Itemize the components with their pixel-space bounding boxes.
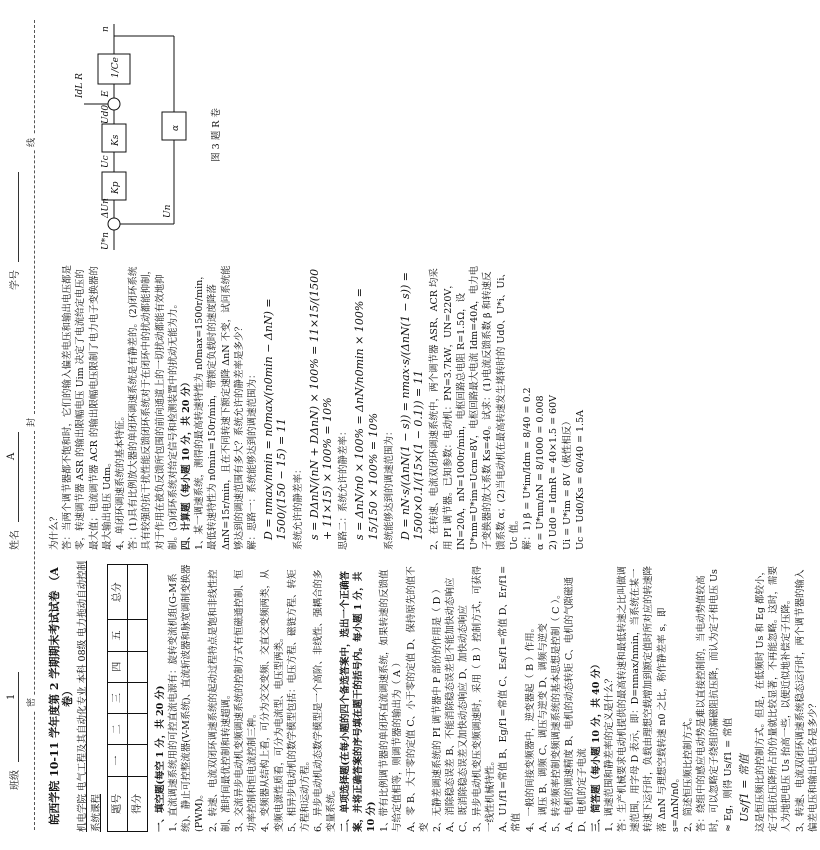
s2-item: 5、转差频率控制变频调速系统的基本思想是控制（ C ）。: [550, 589, 562, 832]
value-1: 1: [6, 693, 17, 700]
s3-item: 2、简述恒压频比控制方式。: [682, 711, 694, 832]
s1-item: 5、相异步电动机的数学模型包括：电压方程、磁链方程、转矩方程和运动方程。: [286, 569, 312, 832]
c2-a4: 答：(1)具有比例放大器的单闭环调速系统是有静差的。(2)闭环系统具有较强的抗干扰性能反馈闭环系统对于在闭环中的扰动都能抑制，对于作用在被负反馈所包围的前向通道上的一切扰动都能有效地抑制。(3)闭环系统对给定信号和检测装置中的扰动无能为力。: [128, 264, 179, 550]
score-cell[interactable]: [127, 565, 147, 620]
section-1-heading: 一、填空题(每空 1 分，共 20 分): [154, 685, 166, 832]
figure-caption: 图 3 题 R 卷: [211, 108, 223, 162]
s2-item: A、U1/f1=常值 B、Eg/f1=常值 C、Es/f1=常值 D、Er/f1=常值: [498, 565, 523, 832]
s3-item: 1、调速范围和静差率的定义是什么？: [603, 673, 615, 832]
score-cell[interactable]: [127, 714, 147, 745]
c2-sol3b: α = U*nm/nN = 8/1000 = 0.008: [535, 395, 547, 550]
s2-item: A、零 B、大于零的定值 C、小于零的定值 D、保持原先的值不变: [405, 566, 430, 832]
label-ce: 1/Ce: [111, 57, 121, 78]
block-diagram: [54, 18, 204, 252]
label-uc: Uc: [101, 155, 111, 168]
score-row-label: 得分: [127, 776, 147, 831]
column-2: [48, 262, 587, 550]
label-name: 姓名: [10, 530, 21, 550]
formula-s2: s = ΔnN/n0 × 100% = ΔnN/n0min × 100% = 15/150 × 100% = 10%: [353, 287, 380, 540]
name-blank: [18, 432, 19, 522]
c2-sol1: 解：思路一：系统能够达到的调速范围为：: [247, 369, 259, 550]
seal-mark-3: 线: [24, 135, 37, 150]
c2-sol2b: 系统能够达到的调速范围为：: [383, 426, 395, 550]
c2-sol2: 思路二：系统允许的静差率：: [338, 426, 350, 550]
score-header: 一: [107, 745, 127, 776]
label-un-star: U*n: [101, 232, 111, 250]
c2-intro: 为什么？: [49, 511, 60, 550]
s2-item: 1、带有比例调节器的单闭环直流调速系统，如果转速的反馈值与给定值相等，则调节器的输出为（ A ）: [379, 569, 404, 832]
s2-item: 4、一般的间接变频器中，逆变器起（ B ）作用。: [524, 622, 536, 832]
label-e: E: [101, 90, 111, 97]
label-ks: Ks: [111, 134, 121, 146]
score-cell[interactable]: [127, 620, 147, 651]
binding-margin: [0, 0, 40, 850]
s3-item: 3、转速、电流双闭环调速系统稳态运行时，两个调节器的输入偏差电压和输出电压各是多少？: [794, 569, 819, 832]
score-header: 三: [107, 682, 127, 713]
s2-item: 2、无静差调速系统的 PI 调节器中 P 部份的作用是（ D ）: [432, 584, 444, 832]
id-blank: [18, 172, 19, 262]
c2-sol3d: Ui = U*im = 8V（极性相反）: [561, 416, 573, 550]
label-id: 学号: [10, 270, 21, 290]
label-un: Un: [163, 204, 173, 218]
score-header: 总分: [107, 565, 127, 620]
section-4-heading: 四、计算题（每小题 10 分，共 20 分）: [181, 377, 193, 550]
c2-sol3c: 2) Ud0 = IdmR = 40×1.5 = 60V: [548, 394, 560, 550]
s3-item: 答：绕组中的感应电动势是难以直接控制的，当电动势值较高时，可以忽略定子绕组的漏磁阻抗压降，而认为定子相电压 Us ≈ Eg，则得 Us/f1 = 常值: [696, 569, 734, 832]
s2-item: A、消除稳态误差 B、不能消除稳态误差也不能加快动态响应: [445, 577, 457, 832]
section-3-heading: 三、简答题（每小题 10 分，共 40 分）: [590, 659, 602, 832]
score-header: 四: [107, 651, 127, 682]
c2-calc1: 1、某一调速系统，测得的最高转速特性为 n0max=1500r/min，最低转速特性为 n0min=150r/min，带额定负载时的速度降落 ΔnN=15r/min，且在不同转速下额定速降 ΔnN 不变，试问系统能够达到的调速范围有多大？系统允许的静差率是多少？: [194, 265, 245, 550]
label-kp: Kp: [111, 181, 121, 194]
exam-title: 皖西学院 10-11 学年度第 2 学期期末考试试卷 （A 卷）: [48, 567, 75, 825]
label-class: 班级: [10, 770, 21, 790]
formula-s: s = DΔnN/(nN + DΔnN) × 100% = 11×15/(1500 + 11×15) × 100% = 10%: [307, 268, 335, 540]
score-cell[interactable]: [127, 682, 147, 713]
label-idl: IdL R: [75, 73, 85, 98]
formula-d2: D = nN·s/(ΔnN(1 − s)) = nmax·s/(ΔnN(1 − s)) = 1500×0.1/(15×(1 − 0.1)) = 11: [399, 272, 426, 540]
score-header: 题号: [107, 776, 127, 831]
c2-sol3: 解：1) β = U*im/Idm = 8/40 = 0.2: [521, 387, 533, 550]
s2-item: C、既消除稳态误差又加快动态响应 D、加快动态响应: [458, 605, 470, 832]
label-alpha: α: [171, 124, 181, 131]
score-cell[interactable]: [127, 745, 147, 776]
c2-answer3: 答：当两个调节器都不饱和时，它们的输入偏差电压和输出电压都是零，转速调节器 ASR 的输出限幅电压 Uim 决定了电流给定电压的最大值；电流调节器 ACR 的输出限幅电压限制了电力电子变换器的最大输出电压 Udm。: [62, 264, 113, 550]
score-value-row: [127, 565, 147, 832]
value-a: A: [6, 452, 17, 460]
s3-item: 答：生产机械要求电动机提供的最高转速和最低转速之比叫做调速范围，用字母 D 表示，即：D=nmax/nmin，当系统在某一转速下运行时，负载由理想空载增加到额定值时所对应的转速降落 ΔnN 与理想空载转速 n0 之比，称作静差率 s，即 s=ΔnN/n0。: [616, 565, 681, 832]
s1-item: 1、直流调速系统用的可控直流电源有：旋转变流机组(G-M系统)、静止可控整流器(V-M系统)、直流斩波器和脉宽调制变换器(PWM)。: [168, 564, 206, 832]
s1-item: 6、异步电动机动态数学模型是一个高阶、非线性、强耦合的多变量系统。: [313, 569, 338, 832]
c2-calc2: 2、在转速、电流双闭环调速系统中，两个调节器 ASR、ACR 均采用 PI 调节器。已知参数：电动机：PN=3.7kW，UN=220V，IN=20A，nN=1000r/min，电枢回路总电阻 R=1.5Ω，设 U*nm=U*im=Ucm=8V，电枢回路最大电流 Idm=40A，电力电子变换器的放大系数 Ks=40。试求：(1)电流反馈系数 β 和转速反馈系数 α；(2)当电动机在最高转速发生堵转时的 Ud0、U*i、Ui、Uc 值。: [429, 265, 520, 550]
seal-mark-2: 封: [24, 415, 37, 430]
s1-item: 3、交流异步电动机变频调速系统的控制方式有恒磁通控制、恒功率控制和恒电流控制三种。: [234, 569, 259, 832]
score-table: [107, 564, 148, 832]
s3-item: 这是恒压频比的控制方式。但是，在低频时 Us 和 Eg 都较小，定子阻抗压降所占的份量就比较显著，不再能忽略。这时，需要人为地把电压 Us 抬高一些，以便近似地补偿定子压降。: [754, 565, 793, 832]
label-ud0: Ud0: [101, 104, 111, 124]
s2-item: 3、异步电动机变压变频调速时，采用（ B ）控制方式，可获得一线性机械特性。: [471, 565, 496, 832]
c2-sol1b: 系统允许的静差率：: [292, 464, 304, 550]
s1-item: 4、变频器从结构上看，可分为交交变频、交直交变频两类，从变频电源性质看，可分为电流型、电压型两类。: [260, 569, 285, 832]
score-header: 五: [107, 620, 127, 651]
score-cell[interactable]: [127, 651, 147, 682]
c2-q4: 4、单闭环调速系统的基本特征。: [115, 410, 127, 550]
column-3: [48, 18, 223, 252]
column-1: [48, 560, 820, 832]
score-header-row: [107, 565, 127, 832]
s2-item: A、调压 B、调频 C、调压与逆变 D、调频与逆变: [537, 623, 549, 832]
exam-subtitle: 机电学院 电气工程及其自动化专业 本科 08级 电力拖动自动控制系统课程: [77, 560, 102, 832]
class-blank: [18, 672, 19, 762]
sum-junction-1: [108, 218, 120, 230]
score-header: 二: [107, 714, 127, 745]
formula-us-f1: Us/f1 = 常值: [737, 754, 751, 822]
label-n: n: [101, 26, 111, 32]
s2-item: A、电机的调速精度 B、电机的动态转矩 C、电机的气隙磁通 D、电机的定子电流: [564, 576, 589, 832]
formula-d: D = nmax/nmin = n0max/(n0min − ΔnN) = 1500/(150 − 15) = 11: [262, 298, 289, 540]
section-2-heading: 二、单项选择题(在每小题的四个备选答案中，选出一个正确答案，并将正确答案的序号填在题干的括号内。每小题 1 分，共 10 分): [339, 571, 378, 832]
seal-mark-1: 密: [24, 695, 37, 710]
s1-item: 2、转速、电流双闭环调速系统的起动过程特点是饱和非线性控制、准时间最优控制和转速超调。: [207, 569, 232, 832]
label-delta-un: ΔUn: [101, 198, 111, 218]
c2-sol3e: Uc = Ud0/Ks = 60/40 = 1.5A: [574, 410, 586, 550]
